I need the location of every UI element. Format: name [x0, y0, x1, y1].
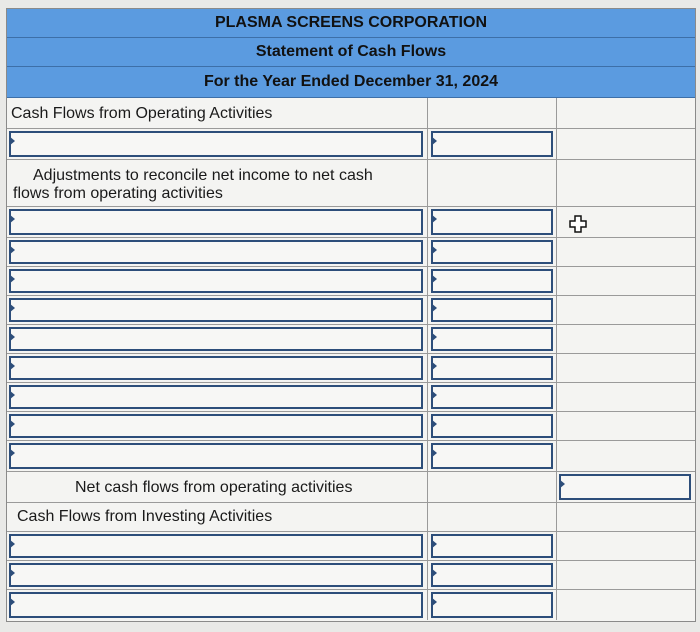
adjustment-amount-input[interactable]	[431, 356, 553, 380]
investing-amount-input[interactable]	[431, 592, 553, 618]
statement-title: Statement of Cash Flows	[255, 43, 447, 60]
statement-title-header	[7, 38, 695, 67]
net-income-label-input[interactable]	[9, 131, 423, 157]
adjustment-amount-input[interactable]	[431, 443, 553, 469]
adjustment-row	[7, 267, 695, 296]
adjustment-amount-input[interactable]	[431, 385, 553, 409]
operating-title: Cash Flows from Operating Activities	[11, 105, 273, 122]
adjustments-label-line2: flows from operating activities	[13, 185, 223, 202]
company-name: PLASMA SCREENS CORPORATION	[214, 14, 487, 31]
adjustment-row	[7, 238, 695, 267]
cash-flow-statement-sheet	[6, 8, 696, 622]
net-income-row	[7, 129, 695, 160]
adjustment-amount-input[interactable]	[431, 240, 553, 264]
adjustment-label-input[interactable]	[9, 443, 423, 469]
investing-label-input[interactable]	[9, 592, 423, 618]
investing-row	[7, 532, 695, 561]
plus-cursor-icon	[569, 215, 587, 233]
adjustment-row	[7, 207, 695, 238]
adjustment-amount-input[interactable]	[431, 269, 553, 293]
investing-title: Cash Flows from Investing Activities	[17, 508, 273, 525]
investing-amount-input[interactable]	[431, 534, 553, 558]
adjustment-row	[7, 354, 695, 383]
adjustment-label-input[interactable]	[9, 240, 423, 264]
adjustment-label-input[interactable]	[9, 385, 423, 409]
adjustment-amount-input[interactable]	[431, 414, 553, 438]
adjustment-label-input[interactable]	[9, 269, 423, 293]
adjustment-label-input[interactable]	[9, 327, 423, 351]
net-income-amount-input[interactable]	[431, 131, 553, 157]
period-text: For the Year Ended December 31, 2024	[203, 73, 499, 90]
period-header	[7, 67, 695, 98]
adjustment-row	[7, 383, 695, 412]
adjustment-row	[7, 441, 695, 472]
adjustment-amount-input[interactable]	[431, 209, 553, 235]
adjustment-row	[7, 412, 695, 441]
net-operating-total-input[interactable]	[559, 474, 691, 500]
net-operating-row	[7, 472, 695, 503]
investing-label-input[interactable]	[9, 534, 423, 558]
adjustment-row	[7, 296, 695, 325]
investing-row	[7, 561, 695, 590]
operating-title-row	[7, 98, 695, 129]
investing-amount-input[interactable]	[431, 563, 553, 587]
investing-label-input[interactable]	[9, 563, 423, 587]
adjustments-row	[7, 160, 695, 207]
adjustment-label-input[interactable]	[9, 209, 423, 235]
adjustment-label-input[interactable]	[9, 298, 423, 322]
adjustment-row	[7, 325, 695, 354]
adjustments-label-line1: Adjustments to reconcile net income to net cash	[33, 167, 373, 184]
company-name-header	[7, 9, 695, 38]
adjustment-label-input[interactable]	[9, 356, 423, 380]
net-operating-label: Net cash flows from operating activities	[75, 479, 353, 496]
adjustment-amount-input[interactable]	[431, 327, 553, 351]
investing-title-row	[7, 503, 695, 532]
adjustment-label-input[interactable]	[9, 414, 423, 438]
adjustment-amount-input[interactable]	[431, 298, 553, 322]
investing-row	[7, 590, 695, 620]
